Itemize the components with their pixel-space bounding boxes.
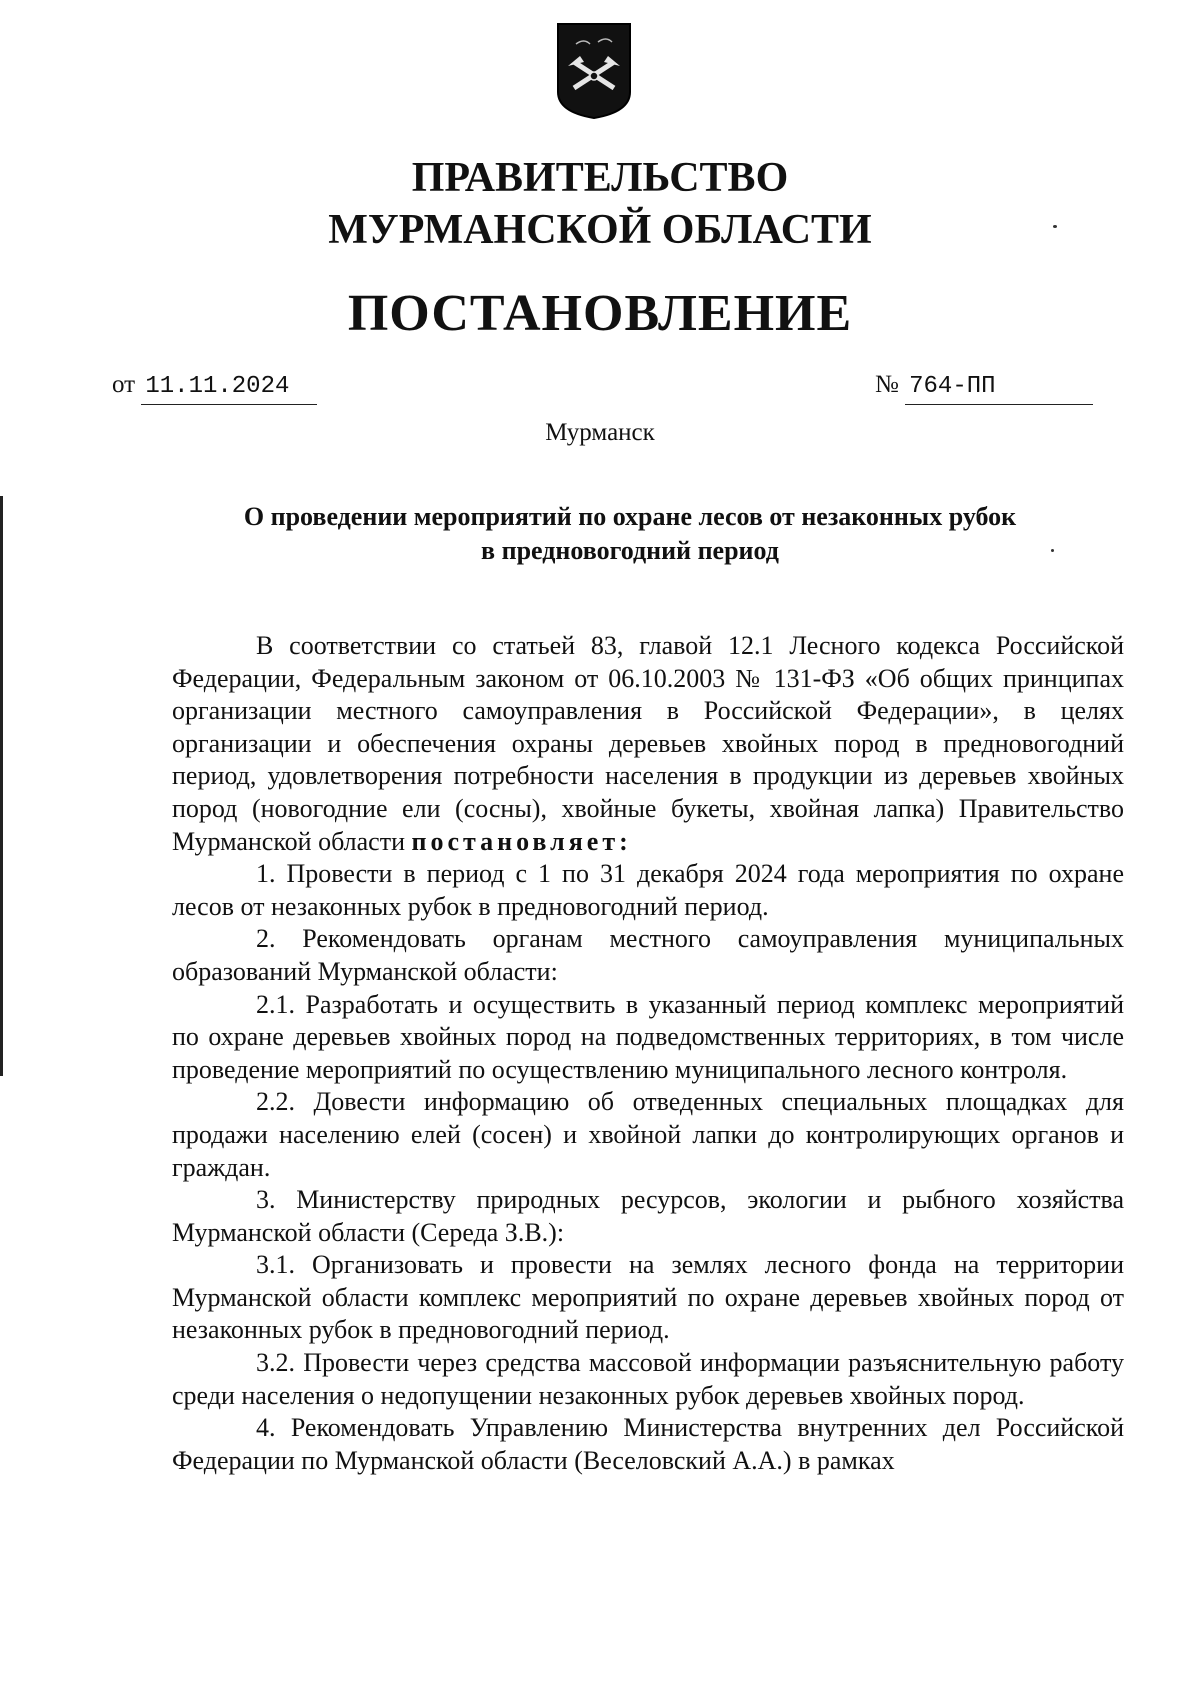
paragraph-2-2: 2.2. Довести информацию об отведенных специальных площадках для продажи населению елей (сосен) и хвойной лапки до контролирующих органов и граждан. [172, 1087, 1124, 1182]
document-date [112, 368, 317, 405]
document-body [172, 630, 1124, 1477]
number-value: 764-ПП [905, 370, 1093, 405]
number-prefix: № [875, 371, 899, 398]
document-type: ПОСТАНОВЛЕНИЕ [347, 285, 853, 342]
date-value: 11.11.2024 [141, 370, 317, 405]
scan-speck [1053, 225, 1057, 228]
paragraph-3-2: 3.2. Провести через средства массовой информации разъяснительную работу среди населения о недопущении незаконных рубок деревьев хвойных пород. [172, 1348, 1124, 1410]
organization-name [0, 152, 1200, 256]
decree-word: постановляет: [411, 826, 632, 856]
paragraph-4: 4. Рекомендовать Управлению Министерства внутренних дел Российской Федерации по Мурманской области (Веселовский А.А.) в рамках [172, 1413, 1124, 1475]
preamble-text: В соответствии со статьей 83, главой 12.1 Лесного кодекса Российской Федерации, Федеральным законом от 06.10.2003 № 131-ФЗ «Об общих принципах организации местного самоуправления в Российской Федерации», в целях организации и обеспечения охраны деревьев хвойных пород в предновогодний период, удовлетворения потребности населения в продукции из деревьев хвойных пород (новогодние ели (сосны), хвойные букеты, хвойная лапка) Правительство Мурманской области [172, 631, 1124, 856]
scan-speck [1051, 549, 1054, 552]
city-name: Мурманск [545, 419, 655, 446]
murmansk-coat-of-arms-icon [556, 22, 632, 120]
preamble-paragraph [172, 630, 1124, 858]
title-line-1: О проведении мероприятий по охране лесов от незаконных рубок [243, 502, 1017, 531]
organization-line-2: МУРМАНСКОЙ ОБЛАСТИ [328, 207, 872, 253]
title-line-2: в предновогодний период [481, 536, 779, 565]
coat-of-arms-emblem [556, 22, 632, 120]
paragraph-3: 3. Министерству природных ресурсов, экологии и рыбного хозяйства Мурманской области (Середа З.В.): [172, 1185, 1124, 1247]
document-number [875, 368, 1093, 405]
paragraph-1: 1. Провести в период с 1 по 31 декабря 2024 года мероприятия по охране лесов от незаконных рубок в предновогодний период. [172, 859, 1124, 921]
document-title [160, 500, 1100, 568]
paragraph-3-1: 3.1. Организовать и провести на землях лесного фонда на территории Мурманской области комплекс мероприятий по охране деревьев хвойных пород от незаконных рубок в предновогодний период. [172, 1250, 1124, 1345]
date-prefix: от [112, 371, 136, 398]
paragraph-2-1: 2.1. Разработать и осуществить в указанный период комплекс мероприятий по охране деревьев хвойных пород на подведомственных территориях, в том числе проведение мероприятий по осуществлению муниципального лесного контроля. [172, 989, 1124, 1084]
paragraph-2: 2. Рекомендовать органам местного самоуправления муниципальных образований Мурманской области: [172, 924, 1124, 986]
scan-edge-mark [0, 496, 3, 1076]
organization-line-1: ПРАВИТЕЛЬСТВО [411, 155, 789, 201]
